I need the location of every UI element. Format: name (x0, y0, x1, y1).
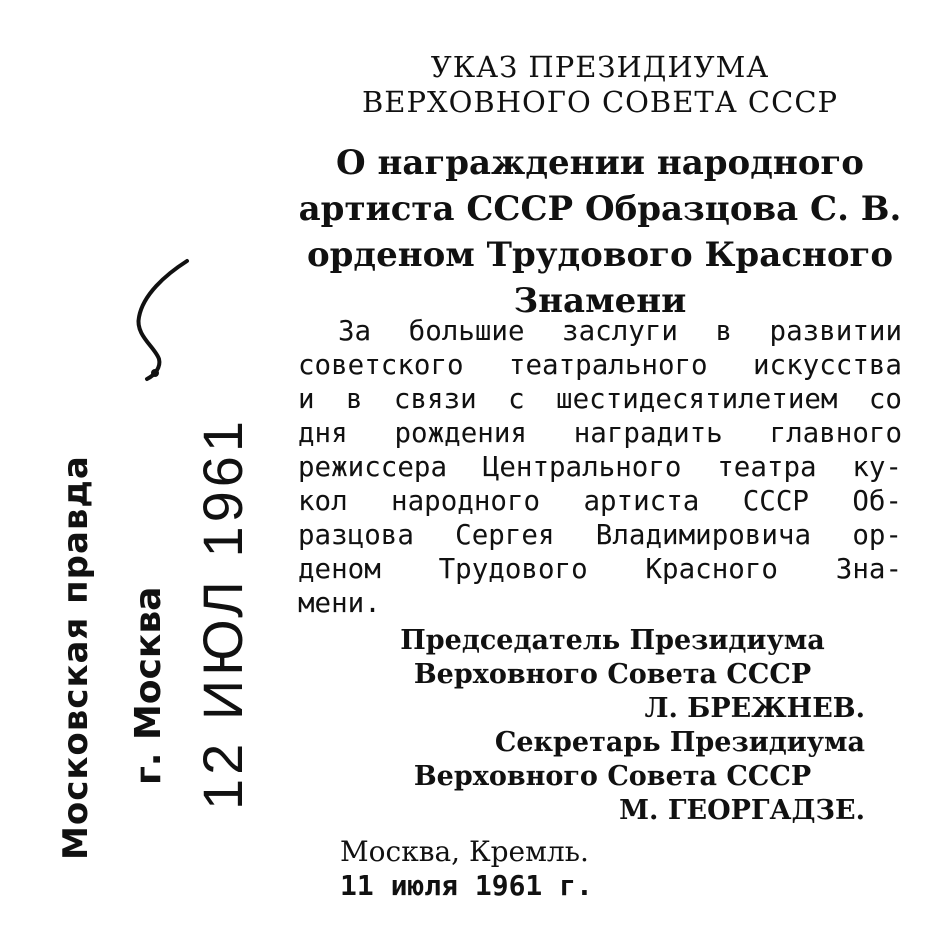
body-line: кол народного артиста СССР Об- (298, 485, 902, 517)
body-line: За большие заслуги в развитии (338, 315, 902, 347)
header-line-1: УКАЗ ПРЕЗИДИУМА (430, 50, 770, 84)
body-line: деном Трудового Красного Зна- (298, 553, 902, 585)
body-line: дня рождения наградить главного (298, 417, 902, 449)
newspaper-stamp (30, 416, 270, 870)
secretary-title-line-2: Верховного Совета СССР (413, 761, 812, 792)
title-line-1: О награждении народного (336, 143, 864, 183)
chair-name: Л. БРЕЖНЕВ. (644, 693, 865, 724)
chair-title-line-1: Председатель Президиума (400, 625, 825, 656)
place-date: 11 июля 1961 г. (340, 869, 593, 902)
decree-header (300, 50, 900, 120)
header-line-2: ВЕРХОВНОГО СОВЕТА СССР (361, 85, 839, 119)
title-line-4: Знамени (513, 281, 687, 321)
decree-body (298, 314, 902, 620)
signatures-block (360, 624, 865, 828)
place-city: Москва, Кремль. (340, 835, 589, 868)
title-line-3: орденом Трудового Красного (306, 235, 894, 275)
body-line: разцова Сергея Владимировича ор- (298, 519, 902, 551)
body-line: и в связи с шестидесятилетием со (298, 383, 902, 415)
stamp-newspaper-name: Московская правда (56, 455, 96, 860)
stamp-date: 12 ИЮЛ 1961 (191, 416, 254, 810)
secretary-name: М. ГЕОРГАДЗЕ. (619, 795, 865, 826)
secretary-title-line-1: Секретарь Президиума (494, 727, 865, 758)
title-line-2: артиста СССР Образцова С. В. (298, 189, 902, 229)
chair-title-line-2: Верховного Совета СССР (413, 659, 812, 690)
handwritten-mark-icon (125, 255, 205, 385)
body-line: мени. (298, 587, 381, 619)
place-and-date (340, 835, 593, 903)
body-line: советского театрального искусства (298, 349, 902, 381)
decree-title (290, 140, 910, 324)
stamp-city: г. Москва (128, 586, 169, 785)
body-line: режиссера Центрального театра ку- (298, 451, 902, 483)
